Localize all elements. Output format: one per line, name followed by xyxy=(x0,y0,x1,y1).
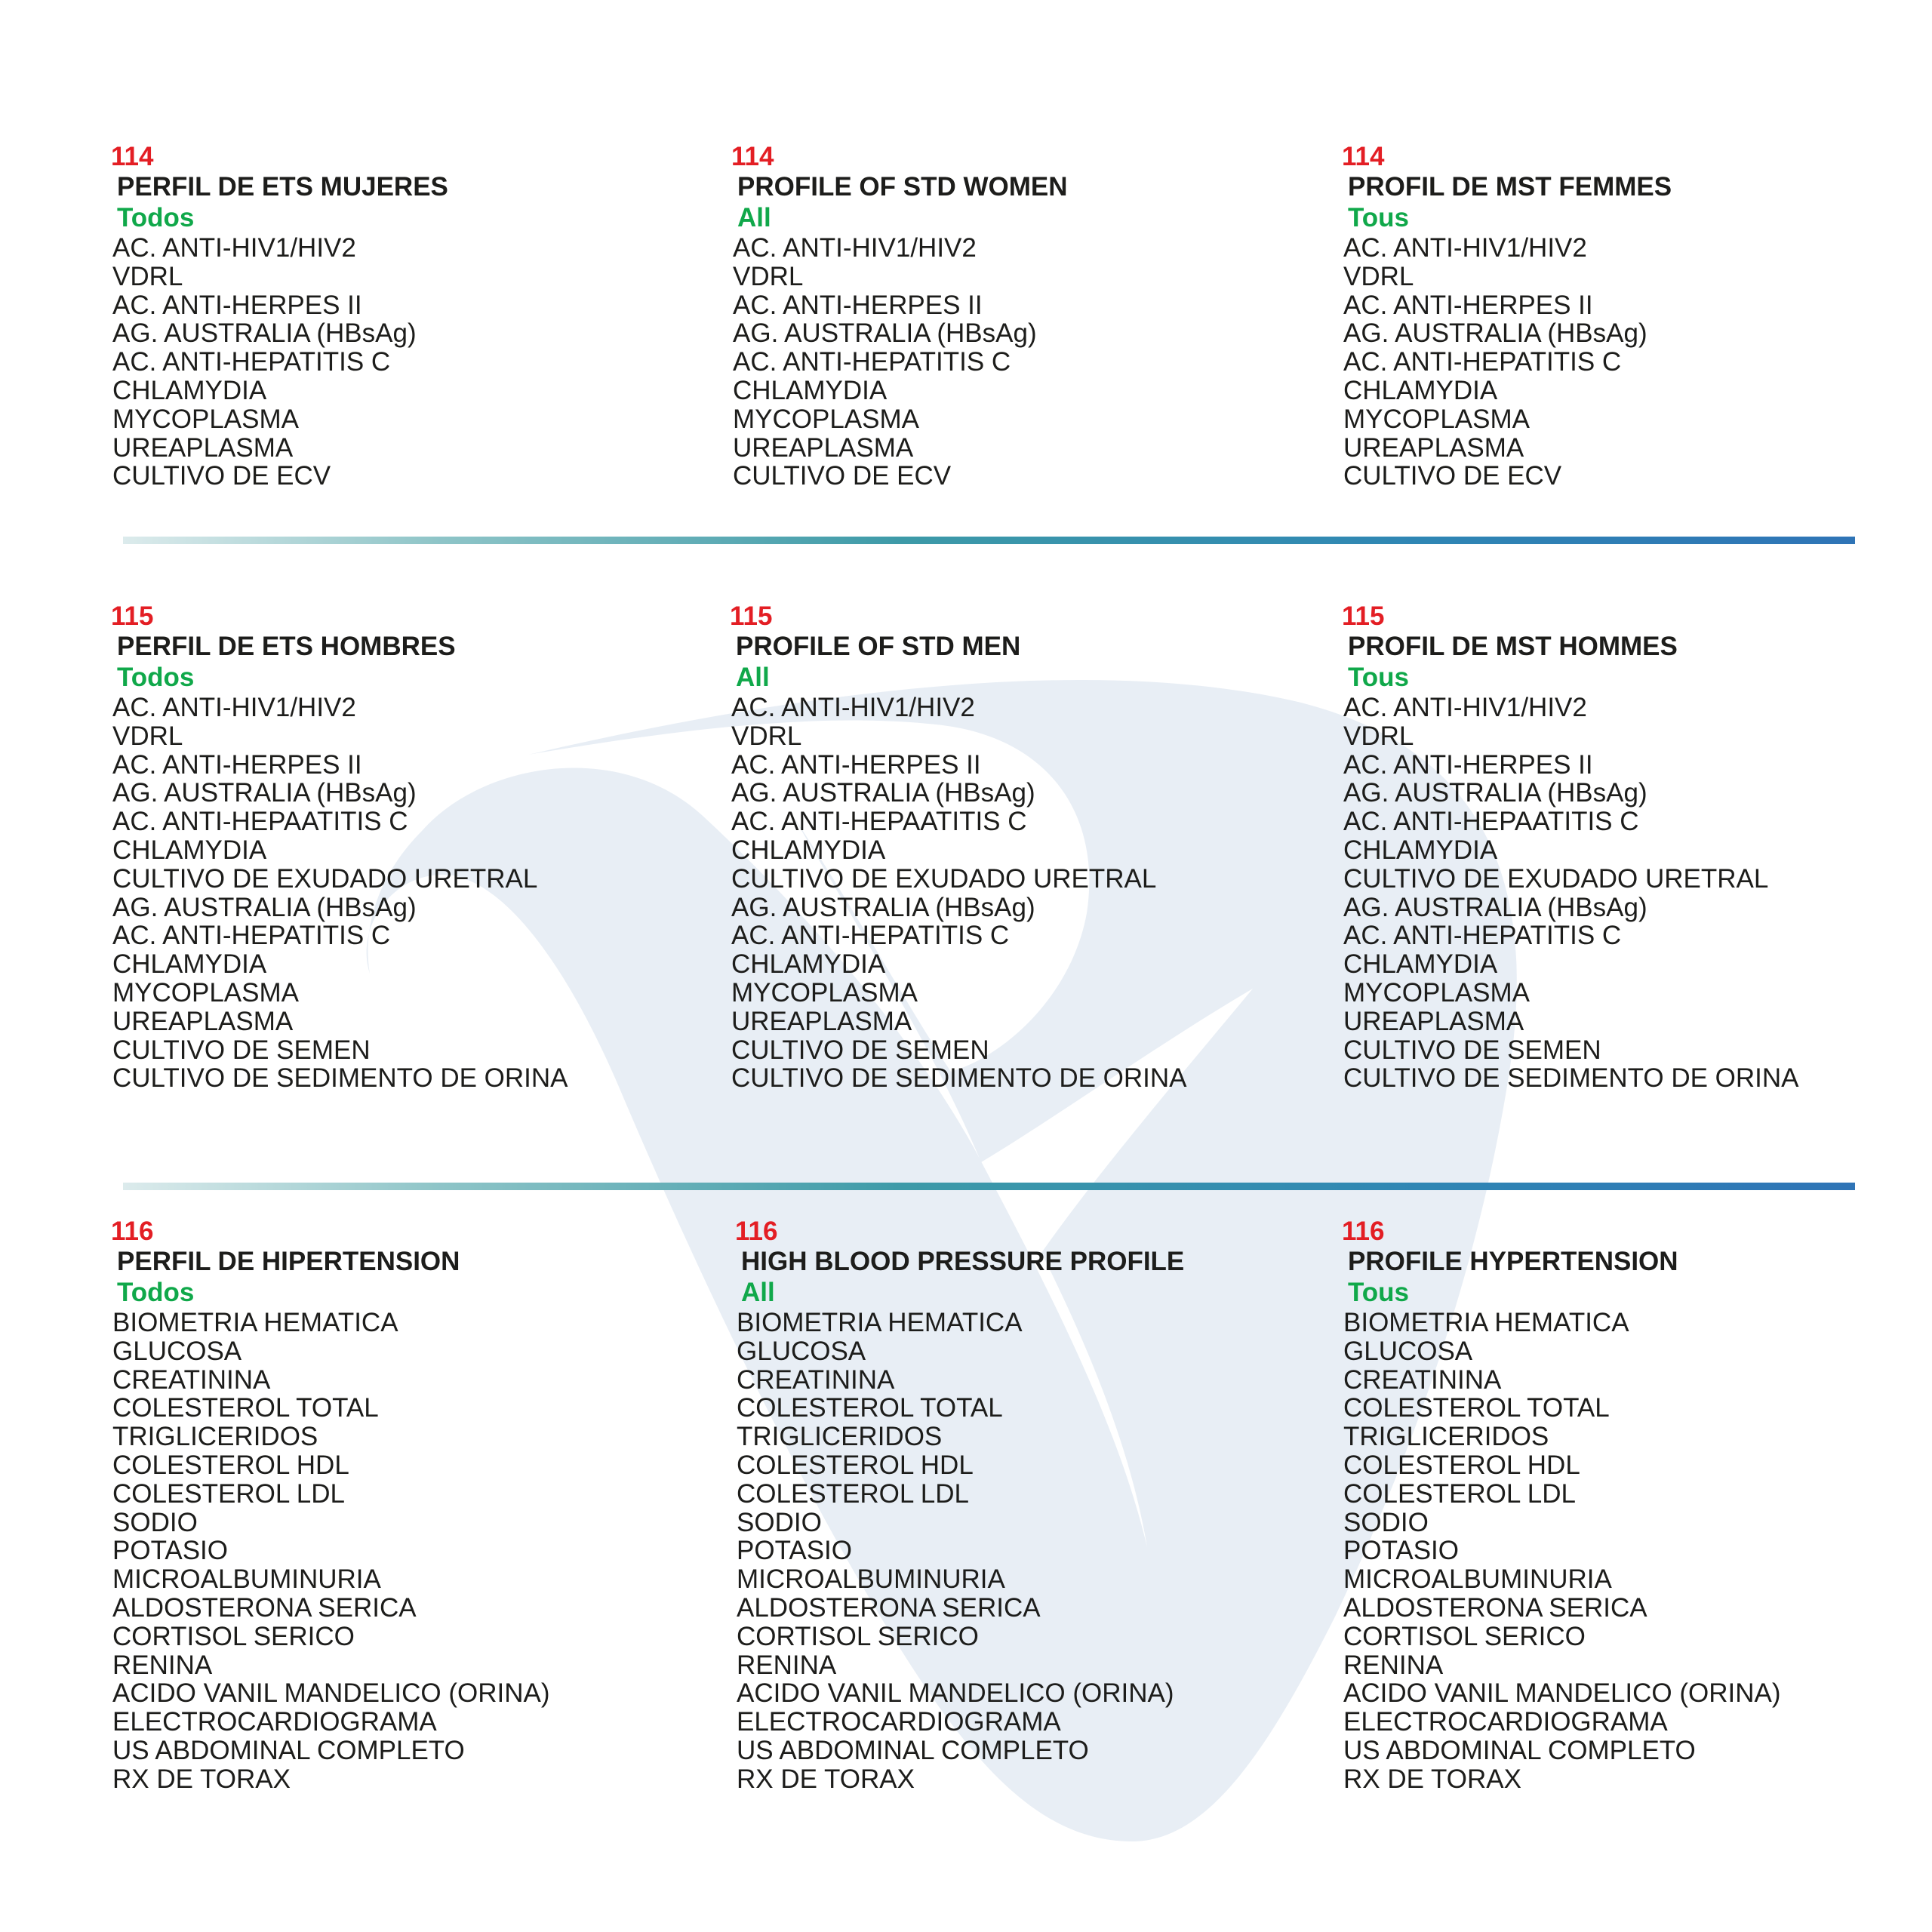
test-item: COLESTEROL TOTAL xyxy=(1343,1393,1610,1423)
test-item: CHLAMYDIA xyxy=(731,835,886,865)
test-item: RENINA xyxy=(737,1650,837,1680)
test-item: UREAPLASMA xyxy=(731,1006,912,1036)
profile-code: 115 xyxy=(1342,601,1385,631)
profile-title: PERFIL DE ETS MUJERES xyxy=(117,172,448,202)
test-list xyxy=(733,233,1067,491)
test-item: TRIGLICERIDOS xyxy=(737,1422,943,1452)
profile-column-en xyxy=(730,601,1187,1094)
test-item: TRIGLICERIDOS xyxy=(1343,1422,1549,1452)
test-item: AC. ANTI-HIV1/HIV2 xyxy=(1343,233,1587,263)
test-item: COLESTEROL LDL xyxy=(1343,1478,1576,1509)
profile-code: 116 xyxy=(1342,1217,1385,1246)
profile-title: PROFILE OF STD MEN xyxy=(736,632,1021,661)
test-list xyxy=(112,693,568,1094)
test-item: AG. AUSTRALIA (HBsAg) xyxy=(1343,318,1647,349)
test-item: AC. ANTI-HEPATITIS C xyxy=(1343,921,1622,951)
test-item: AC. ANTI-HIV1/HIV2 xyxy=(112,693,356,722)
test-item: MYCOPLASMA xyxy=(112,977,299,1008)
test-item: UREAPLASMA xyxy=(733,432,914,463)
test-item: BIOMETRIA HEMATICA xyxy=(737,1308,1023,1337)
test-item: MYCOPLASMA xyxy=(112,404,299,434)
test-item: COLESTEROL HDL xyxy=(112,1450,349,1480)
test-item: RENINA xyxy=(1343,1650,1444,1680)
test-list xyxy=(731,693,1187,1094)
test-item: AC. ANTI-HEPAATITIS C xyxy=(1343,807,1639,837)
test-item: COLESTEROL LDL xyxy=(112,1478,345,1509)
test-item: US ABDOMINAL COMPLETO xyxy=(737,1735,1089,1765)
test-item: COLESTEROL LDL xyxy=(737,1478,969,1509)
test-item: ELECTROCARDIOGRAMA xyxy=(1343,1707,1668,1737)
test-list xyxy=(1343,1308,1781,1794)
test-item: POTASIO xyxy=(112,1536,228,1566)
test-item: VDRL xyxy=(112,261,183,291)
test-item: AC. ANTI-HEPATITIS C xyxy=(112,921,391,951)
test-item: AG. AUSTRALIA (HBsAg) xyxy=(733,318,1037,349)
test-item: MYCOPLASMA xyxy=(1343,404,1530,434)
test-item: COLESTEROL TOTAL xyxy=(112,1393,379,1423)
test-item: CULTIVO DE EXUDADO URETRAL xyxy=(731,863,1157,894)
test-item: VDRL xyxy=(1343,721,1414,751)
test-item: CULTIVO DE SEMEN xyxy=(1343,1035,1601,1065)
test-item: AC. ANTI-HEPAATITIS C xyxy=(112,807,408,837)
test-item: VDRL xyxy=(731,721,802,751)
test-item: CHLAMYDIA xyxy=(112,835,267,865)
test-item: CULTIVO DE ECV xyxy=(1343,461,1562,491)
test-item: AG. AUSTRALIA (HBsAg) xyxy=(112,318,417,349)
test-item: VDRL xyxy=(112,721,183,751)
test-item: US ABDOMINAL COMPLETO xyxy=(1343,1735,1696,1765)
test-item: CHLAMYDIA xyxy=(733,375,888,405)
test-item: AC. ANTI-HIV1/HIV2 xyxy=(112,233,356,263)
test-item: COLESTEROL HDL xyxy=(737,1450,974,1480)
profile-audience: Todos xyxy=(117,663,195,692)
test-item: AG. AUSTRALIA (HBsAg) xyxy=(112,778,417,808)
profile-title: PERFIL DE HIPERTENSION xyxy=(117,1247,460,1276)
profile-column-es xyxy=(111,142,448,491)
test-item: CULTIVO DE SEDIMENTO DE ORINA xyxy=(112,1063,568,1094)
test-item: CORTISOL SERICO xyxy=(1343,1621,1586,1651)
test-item: RX DE TORAX xyxy=(737,1764,915,1794)
test-item: ELECTROCARDIOGRAMA xyxy=(737,1707,1061,1737)
test-list xyxy=(112,1308,550,1794)
profile-title: PERFIL DE ETS HOMBRES xyxy=(117,632,456,661)
test-item: RX DE TORAX xyxy=(1343,1764,1521,1794)
test-item: UREAPLASMA xyxy=(112,432,294,463)
test-item: AG. AUSTRALIA (HBsAg) xyxy=(731,778,1035,808)
test-item: SODIO xyxy=(737,1507,822,1537)
profile-column-es xyxy=(111,601,568,1094)
test-item: CHLAMYDIA xyxy=(1343,375,1498,405)
profile-audience: Todos xyxy=(117,1278,195,1307)
profile-code: 115 xyxy=(730,601,773,631)
profile-audience: All xyxy=(737,203,771,232)
profile-audience: All xyxy=(741,1278,775,1307)
profile-code: 115 xyxy=(111,601,154,631)
profile-column-fr xyxy=(1342,601,1799,1094)
test-item: AC. ANTI-HIV1/HIV2 xyxy=(731,693,975,722)
test-item: MYCOPLASMA xyxy=(733,404,919,434)
test-item: POTASIO xyxy=(737,1536,852,1566)
test-item: VDRL xyxy=(733,261,804,291)
test-item: AG. AUSTRALIA (HBsAg) xyxy=(112,892,417,922)
test-item: CULTIVO DE EXUDADO URETRAL xyxy=(1343,863,1769,894)
test-item: CULTIVO DE EXUDADO URETRAL xyxy=(112,863,538,894)
test-item: COLESTEROL HDL xyxy=(1343,1450,1580,1480)
test-item: AC. ANTI-HERPES II xyxy=(733,290,983,320)
profile-column-es xyxy=(111,1217,550,1794)
test-item: AG. AUSTRALIA (HBsAg) xyxy=(1343,892,1647,922)
test-item: CREATININA xyxy=(1343,1364,1502,1395)
test-item: CULTIVO DE SEMEN xyxy=(112,1035,371,1065)
test-item: UREAPLASMA xyxy=(112,1006,294,1036)
test-item: ELECTROCARDIOGRAMA xyxy=(112,1707,437,1737)
profile-code: 114 xyxy=(731,142,774,171)
test-item: AC. ANTI-HEPATITIS C xyxy=(733,347,1011,377)
profile-audience: Tous xyxy=(1348,203,1410,232)
test-item: AC. ANTI-HERPES II xyxy=(1343,290,1593,320)
test-item: CORTISOL SERICO xyxy=(737,1621,979,1651)
test-item: AC. ANTI-HEPATITIS C xyxy=(731,921,1010,951)
section-divider xyxy=(123,537,1855,544)
test-item: CREATININA xyxy=(737,1364,895,1395)
test-item: AG. AUSTRALIA (HBsAg) xyxy=(731,892,1035,922)
test-item: POTASIO xyxy=(1343,1536,1459,1566)
profile-audience: Tous xyxy=(1348,663,1410,692)
profile-audience: Todos xyxy=(117,203,195,232)
test-item: CHLAMYDIA xyxy=(112,949,267,980)
test-item: AC. ANTI-HEPATITIS C xyxy=(112,347,391,377)
test-item: AC. ANTI-HERPES II xyxy=(731,749,981,780)
test-item: VDRL xyxy=(1343,261,1414,291)
test-list xyxy=(112,233,448,491)
profile-code: 116 xyxy=(111,1217,154,1246)
test-item: CHLAMYDIA xyxy=(1343,949,1498,980)
profile-column-en xyxy=(735,1217,1185,1794)
test-item: CHLAMYDIA xyxy=(112,375,267,405)
test-item: UREAPLASMA xyxy=(1343,432,1524,463)
test-item: AC. ANTI-HEPATITIS C xyxy=(1343,347,1622,377)
section-divider xyxy=(123,1183,1855,1190)
test-item: MYCOPLASMA xyxy=(731,977,918,1008)
test-list xyxy=(1343,693,1799,1094)
test-item: CORTISOL SERICO xyxy=(112,1621,355,1651)
test-item: ALDOSTERONA SERICA xyxy=(1343,1592,1647,1623)
test-item: UREAPLASMA xyxy=(1343,1006,1524,1036)
test-item: AC. ANTI-HIV1/HIV2 xyxy=(733,233,977,263)
profile-title: PROFILE OF STD WOMEN xyxy=(737,172,1068,202)
profile-column-en xyxy=(731,142,1068,491)
test-item: US ABDOMINAL COMPLETO xyxy=(112,1735,465,1765)
test-item: AG. AUSTRALIA (HBsAg) xyxy=(1343,778,1647,808)
test-item: MYCOPLASMA xyxy=(1343,977,1530,1008)
test-item: GLUCOSA xyxy=(737,1336,866,1366)
profile-code: 114 xyxy=(1342,142,1385,171)
profile-title: PROFIL DE MST HOMMES xyxy=(1348,632,1678,661)
test-item: CHLAMYDIA xyxy=(731,949,886,980)
profile-code: 114 xyxy=(111,142,154,171)
test-item: CULTIVO DE SEDIMENTO DE ORINA xyxy=(1343,1063,1799,1094)
test-item: AC. ANTI-HERPES II xyxy=(112,290,362,320)
profile-column-fr xyxy=(1342,1217,1781,1794)
test-list xyxy=(737,1308,1184,1794)
test-item: ACIDO VANIL MANDELICO (ORINA) xyxy=(737,1678,1174,1709)
profile-audience: Tous xyxy=(1348,1278,1410,1307)
test-item: COLESTEROL TOTAL xyxy=(737,1393,1003,1423)
test-list xyxy=(1343,233,1672,491)
test-item: ALDOSTERONA SERICA xyxy=(737,1592,1041,1623)
test-item: ACIDO VANIL MANDELICO (ORINA) xyxy=(1343,1678,1781,1709)
test-item: GLUCOSA xyxy=(112,1336,242,1366)
test-item: SODIO xyxy=(1343,1507,1429,1537)
test-item: CREATININA xyxy=(112,1364,271,1395)
test-item: SODIO xyxy=(112,1507,198,1537)
profile-title: PROFIL DE MST FEMMES xyxy=(1348,172,1672,202)
test-item: MICROALBUMINURIA xyxy=(1343,1564,1612,1595)
test-item: CHLAMYDIA xyxy=(1343,835,1498,865)
test-item: AC. ANTI-HIV1/HIV2 xyxy=(1343,693,1587,722)
profile-title: HIGH BLOOD PRESSURE PROFILE xyxy=(741,1247,1185,1276)
profile-column-fr xyxy=(1342,142,1672,491)
test-item: MICROALBUMINURIA xyxy=(737,1564,1005,1595)
test-item: CULTIVO DE SEMEN xyxy=(731,1035,989,1065)
test-item: RENINA xyxy=(112,1650,213,1680)
test-item: AC. ANTI-HERPES II xyxy=(112,749,362,780)
profile-title: PROFILE HYPERTENSION xyxy=(1348,1247,1678,1276)
test-item: BIOMETRIA HEMATICA xyxy=(112,1308,398,1337)
test-item: ACIDO VANIL MANDELICO (ORINA) xyxy=(112,1678,550,1709)
test-item: AC. ANTI-HERPES II xyxy=(1343,749,1593,780)
test-item: RX DE TORAX xyxy=(112,1764,291,1794)
profile-code: 116 xyxy=(735,1217,778,1246)
test-item: ALDOSTERONA SERICA xyxy=(112,1592,417,1623)
test-item: CULTIVO DE ECV xyxy=(733,461,952,491)
test-item: GLUCOSA xyxy=(1343,1336,1473,1366)
test-item: CULTIVO DE ECV xyxy=(112,461,331,491)
test-item: BIOMETRIA HEMATICA xyxy=(1343,1308,1629,1337)
test-item: MICROALBUMINURIA xyxy=(112,1564,381,1595)
test-item: AC. ANTI-HEPAATITIS C xyxy=(731,807,1027,837)
profile-audience: All xyxy=(736,663,770,692)
test-item: TRIGLICERIDOS xyxy=(112,1422,318,1452)
test-item: CULTIVO DE SEDIMENTO DE ORINA xyxy=(731,1063,1187,1094)
